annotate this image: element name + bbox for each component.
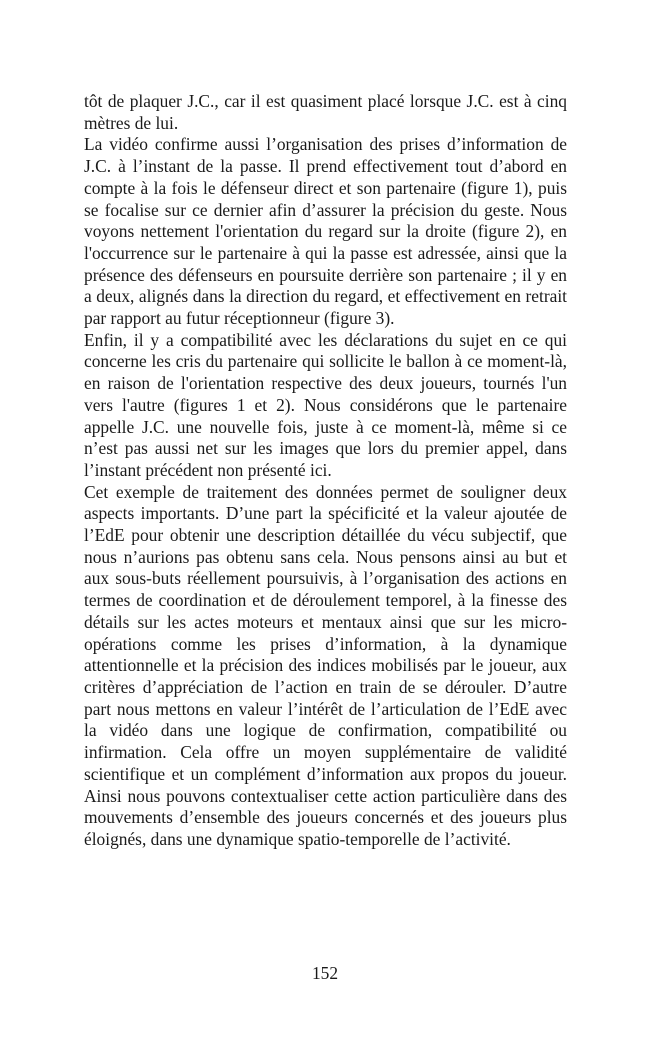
paragraph-2: La vidéo confirme aussi l’organisation des prises d’information de J.C. à l’instant de la passe. Il prend effectivement tout d’abord en compte à la fois le défenseur direct et son partenaire (figure 1), puis se focalise sur ce dernier afin d’assurer la précision du geste. Nous voyons nettement l'orientation du regard sur la droite (figure 2), en l'occurrence sur le partenaire à qui la passe est adressée, ainsi que la présence des défenseurs en poursuite derrière son partenaire ; il y en a deux, alignés dans la direction du regard, et effectivement en retrait par rapport au futur réceptionneur (figure 3). [84,134,567,329]
paragraph-1: tôt de plaquer J.C., car il est quasiment placé lorsque J.C. est à cinq mètres de lui. [84,91,567,133]
page-number: 152 [311,963,339,983]
paragraph-3: Enfin, il y a compatibilité avec les déclarations du sujet en ce qui concerne les cris du partenaire qui sollicite le ballon à ce moment-là, en raison de l'orientation respective des deux joueurs, tournés l'un vers l'autre (figures 1 et 2). Nous considérons que le partenaire appelle J.C. une nouvelle fois, juste à ce moment-là, même si ce n’est pas aussi net sur les images que lors du premier appel, dans l’instant précédent non présenté ici. [84,329,567,480]
body-text [84,91,567,851]
paragraph-4: Cet exemple de traitement des données permet de souligner deux aspects importants. D’une part la spécificité et la valeur ajoutée de l’EdE pour obtenir une description détaillée du vécu subjectif, que nous n’aurions pas obtenu sans cela. Nous pensons ainsi au but et aux sous-buts réellement poursuivis, à l’organisation des actions en termes de coordination et de déroulement temporel, à la finesse des détails sur les actes moteurs et mentaux ainsi que sur les micro-opérations comme les prises d’information, à la dynamique attentionnelle et la précision des indices mobilisés par le joueur, aux critères d’appréciation de l’action en train de se dérouler. D’autre part nous mettons en valeur l’intérêt de l’articulation de l’EdE avec la vidéo dans une logique de confirmation, compatibilité ou infirmation. Cela offre un moyen supplémentaire de validité scientifique et un complément d’information aux propos du joueur. Ainsi nous pouvons contextualiser cette action particulière dans des mouvements d’ensemble des joueurs concernés et des joueurs plus éloignés, dans une dynamique spatio-temporelle de l’activité. [84,481,567,849]
